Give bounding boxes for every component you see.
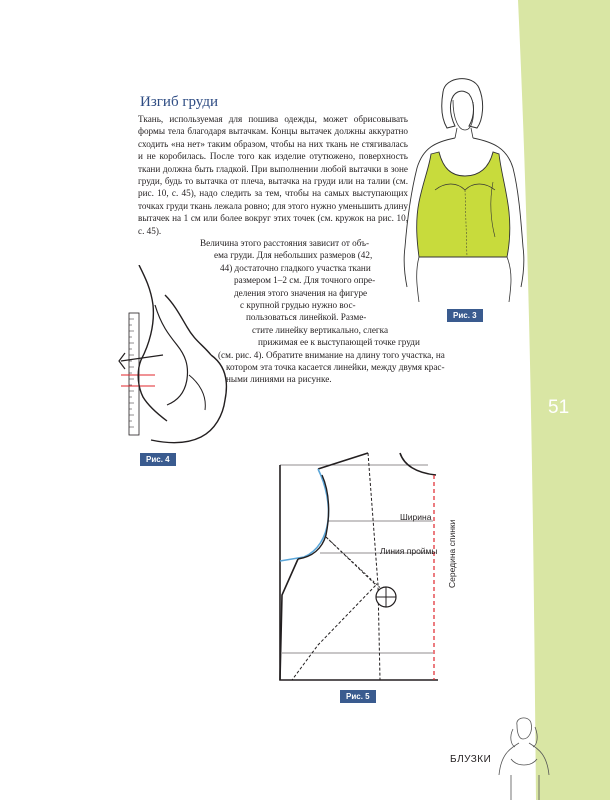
figure-3-illustration [395,72,535,307]
text-line: котором эта точка касается линейки, между двумя крас- [226,362,445,373]
text-line: прижимая ее к выступающей точке груди [258,337,420,348]
text-line: Величина этого расстояния зависит от объ- [200,238,370,248]
text-line: (см. рис. 4). Обратите внимание на длину того участка, на [218,349,445,360]
text-line: размером 1–2 см. Для точного опре- [234,275,376,286]
figure-3-caption: Рис. 3 [447,309,483,322]
text-line: пользоваться линейкой. Разме- [246,312,367,323]
label-armhole-line: Линия проймы [380,546,438,556]
text-line: 44) достаточно гладкого участка ткани [220,262,371,273]
label-center-back: Середина спинки [447,519,457,588]
figure-4-illustration [115,265,245,455]
text-line: стите линейку вертикально, слегка [252,324,389,335]
text-line: ема груди. Для небольших размеров (42, [214,250,373,261]
label-width: Ширина [400,512,432,522]
figure-5-illustration [268,445,448,690]
footer-section-label: БЛУЗКИ [450,754,492,765]
figure-5-caption: Рис. 5 [340,690,376,703]
footer-figure-sketch [495,715,555,800]
paragraph-intro: Ткань, используемая для пошива одежды, может обрисовывать формы тела благодаря вытачкам. Концы вытачек должны аккуратно сходить «на нет» таким образом, чтобы на них ткань не стягивалась и не коробилась. После того как изделие отутюжено, поверхность ткани должна быть гладкой. При выполнении любой вытачки в зоне груди, будь то вытачка от плеча, вытачка на груди или на талии (см. рис. 10, с. 45), надо следить за тем, чтобы на самых выступающих точках груди ткань лежала ровно; для этого нужно уменьшить длину вытачек на 1 см или более вокруг этих точек (см. кружок на рис. 10, с. 45). [138,114,408,236]
figure-4-caption: Рис. 4 [140,453,176,466]
text-line: с крупной грудью нужно вос- [240,300,356,311]
page-number: 51 [548,397,570,418]
text-line: ными линиями на рисунке. [226,374,332,385]
section-title: Изгиб груди [140,94,218,110]
text-line: деления этого значения на фигуре [234,287,368,298]
